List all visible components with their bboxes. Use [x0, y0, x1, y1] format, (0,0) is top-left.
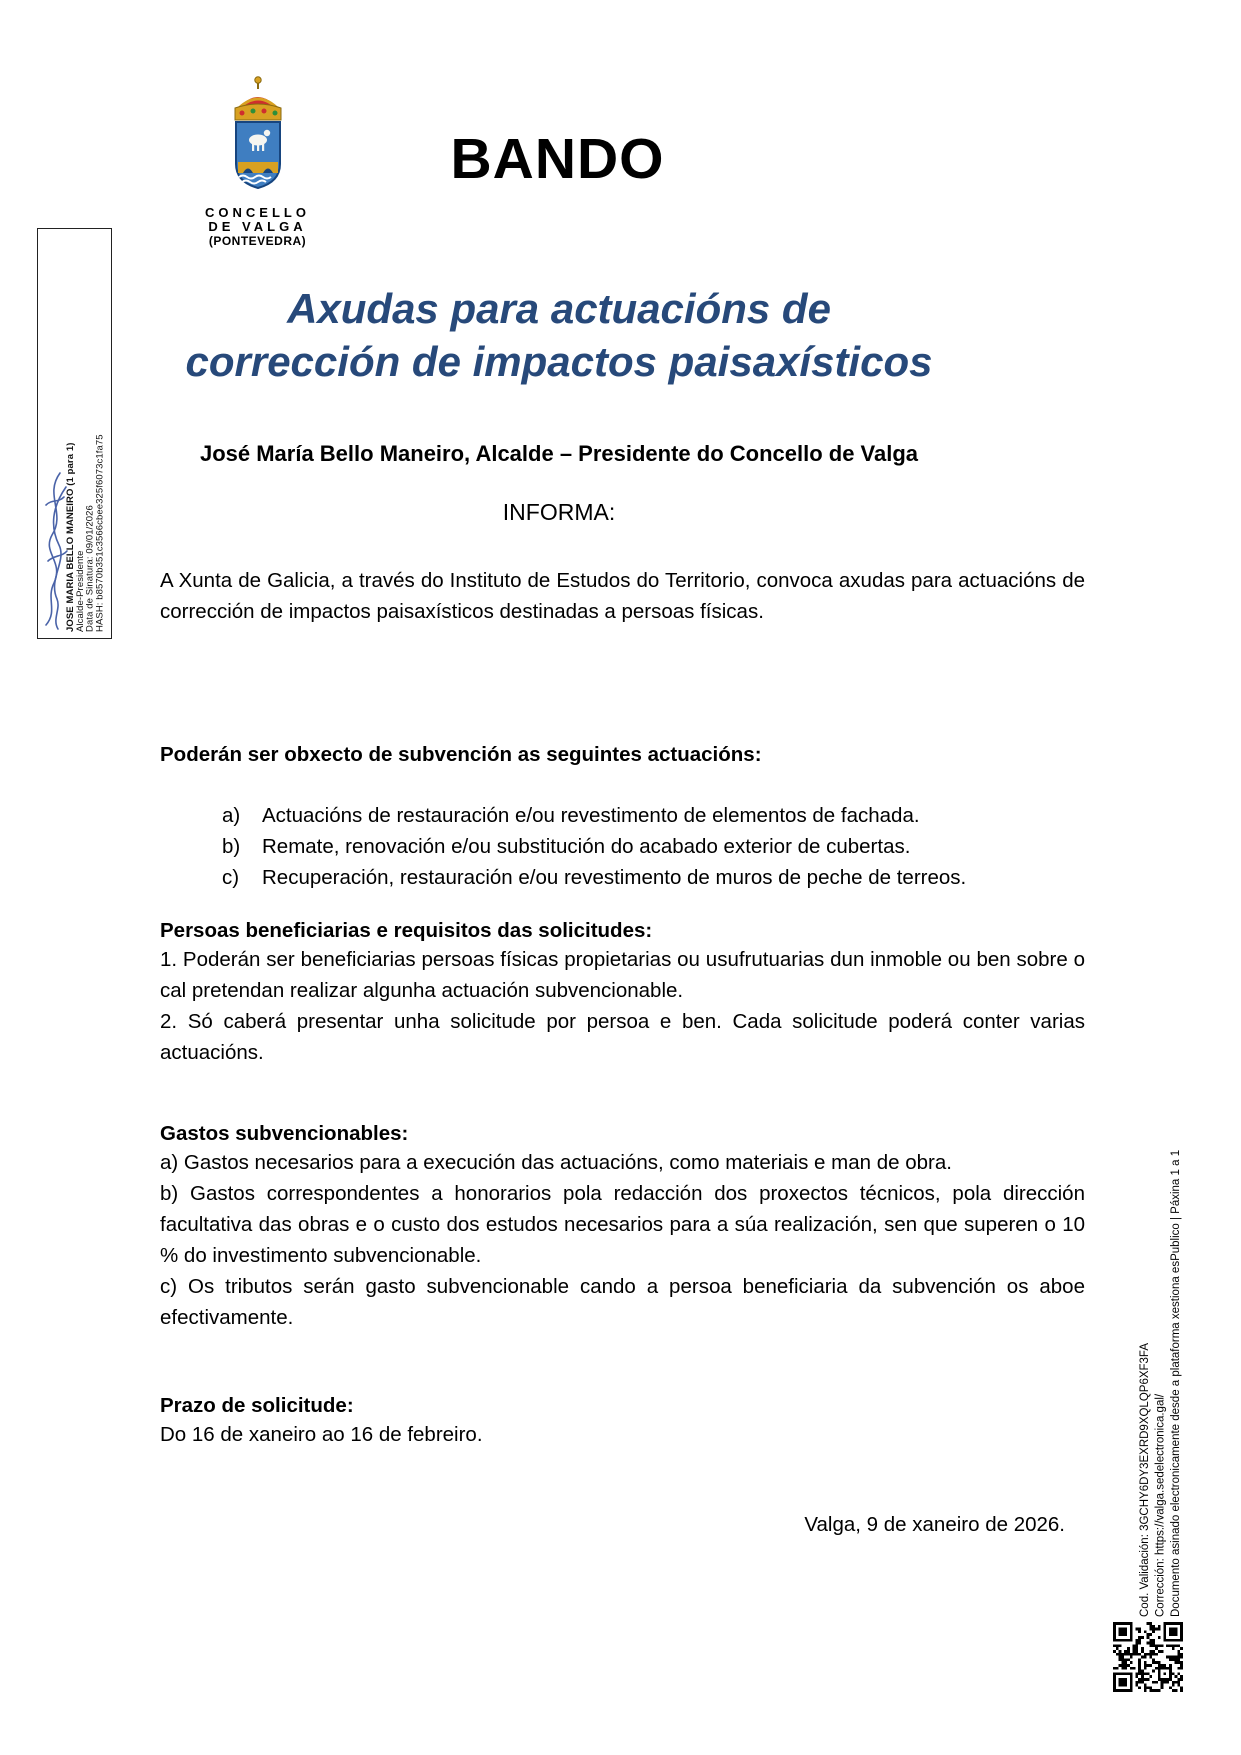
- section-heading-beneficiarias: Persoas beneficiarias e requisitos das solicitudes:: [160, 919, 653, 942]
- gastos-paragraph: a) Gastos necesarios para a execución das actuacións, como materiais e man de obra.: [160, 1151, 952, 1174]
- signature-stamp: [37, 228, 112, 639]
- section-heading-subvencion: Poderán ser obxecto de subvención as seguintes actuacións:: [160, 743, 762, 766]
- list-item-text: Recuperación, restauración e/ou revestimento de muros de peche de terreos.: [262, 866, 967, 889]
- platform-note: Documento asinado electronicamente desde a plataforma xestiona esPublico | Páxina 1 a 1: [1170, 1149, 1182, 1617]
- intro-paragraph: A Xunta de Galicia, a través do Instituto de Estudos do Territorio, convoca axudas para actuacións de corrección de impactos paisaxísticos destinadas a persoas físicas.: [160, 569, 1085, 623]
- document-body: [160, 565, 1085, 1540]
- signer-role: Alcalde-Presidente: [74, 550, 86, 632]
- qr-code: [1113, 1622, 1183, 1692]
- list-marker: a): [222, 804, 241, 827]
- section-heading-gastos: Gastos subvencionables:: [160, 1122, 409, 1145]
- list-item-text: Actuacións de restauración e/ou revestimento de elementos de fachada.: [262, 804, 920, 827]
- informa-label: INFORMA:: [502, 499, 616, 525]
- municipality-name-line2: DE VALGA: [208, 219, 307, 234]
- page-title: [160, 282, 958, 388]
- list-marker: b): [222, 835, 241, 858]
- list-item: [160, 831, 1085, 862]
- signature-date: Data de Sinatura: 09/01/2026: [84, 505, 96, 632]
- page-title-line1: Axudas para actuacións de: [287, 285, 831, 332]
- list-item: [160, 800, 1085, 831]
- date-line: Valga, 9 de xaneiro de 2026.: [804, 1513, 1065, 1536]
- signature-stamp-text: [39, 230, 110, 637]
- page-title-line2: corrección de impactos paisaxísticos: [185, 338, 933, 385]
- document-type-title: BANDO: [450, 127, 665, 191]
- signer-name: JOSE MARIA BELLO MANEIRO (1 para 1): [65, 442, 76, 632]
- beneficiarias-paragraph: 2. Só caberá presentar unha solicitude por persoa e ben. Cada solicitude poderá conter varias actuacións.: [160, 1010, 1085, 1064]
- list-item: [160, 862, 1085, 893]
- gastos-paragraph: c) Os tributos serán gasto subvencionable cando a persoa beneficiaria da subvención os aboe efectivamente.: [160, 1275, 1085, 1329]
- author-line: José María Bello Maneiro, Alcalde – Presidente do Concello de Valga: [199, 441, 919, 466]
- gastos-paragraph: b) Gastos correspondentes a honorarios pola redacción dos proxectos técnicos, pola dirección facultativa das obras e o custo dos estudos necesarios para a súa realización, sen que superen o 10 % do investimento subvencionable.: [160, 1182, 1085, 1267]
- signature-hash: HASH: b8570b351c3566cbee325f6073c1fa75: [94, 434, 106, 632]
- beneficiarias-paragraph: 1. Poderán ser beneficiarias persoas físicas propietarias ou usufrutuarias dun inmoble ou ben sobre o cal pretendan realizar algunha actuación subvencionable.: [160, 948, 1085, 1002]
- verification-url: Corrección: https://valga.sedelectronica.gal/: [1154, 1393, 1167, 1617]
- list-marker: c): [222, 866, 240, 889]
- municipality-province: (PONTEVEDRA): [208, 234, 307, 248]
- validation-code: Cod. Validación: 3GCHY6DY3EXRD9XQLQP6XF3FA: [1139, 1343, 1151, 1617]
- municipality-name-line1: CONCELLO: [205, 205, 310, 220]
- section-heading-prazo: Prazo de solicitude:: [160, 1394, 354, 1417]
- validation-sidebar: [1138, 977, 1188, 1617]
- list-item-text: Remate, renovación e/ou substitución do acabado exterior de cubertas.: [262, 835, 911, 858]
- subvencion-list: [160, 800, 1085, 893]
- prazo-paragraph: Do 16 de xaneiro ao 16 de febreiro.: [160, 1423, 483, 1446]
